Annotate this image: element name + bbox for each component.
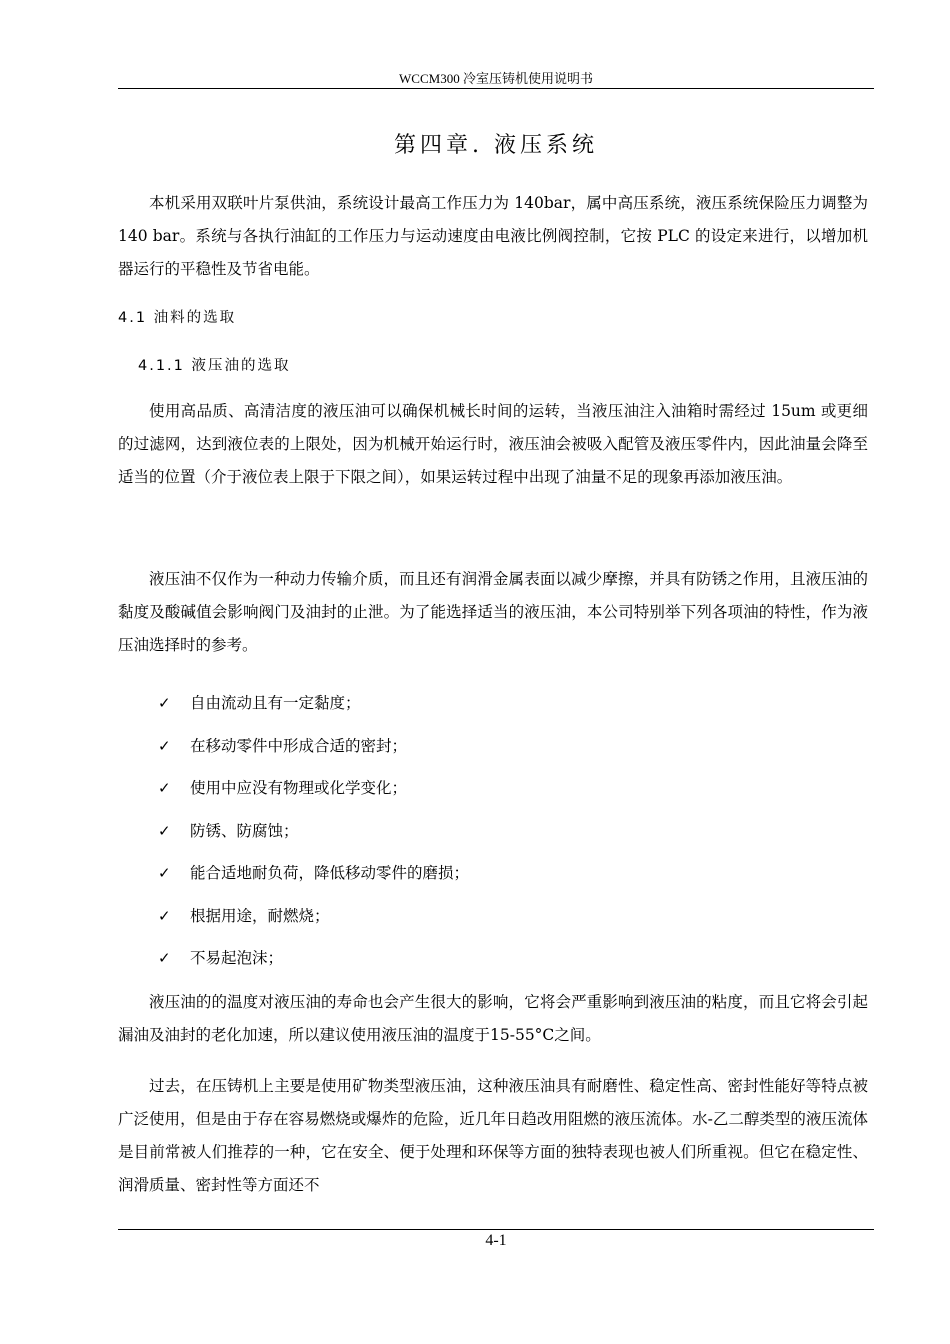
list-item (158, 943, 469, 986)
list-item-text: 根据用途，耐燃烧； (190, 906, 330, 925)
list-item-text: 防锈、防腐蚀； (190, 821, 299, 840)
list-item-text: 不易起泡沫； (190, 949, 284, 967)
list-item-text: 自由流动且有一定黏度； (190, 694, 361, 712)
checkmark-icon: ✓ (158, 949, 171, 967)
checkmark-icon: ✓ (158, 906, 171, 925)
list-item (158, 816, 469, 859)
property-checklist (158, 688, 469, 986)
list-item (158, 731, 469, 774)
body-paragraph: 液压油的的温度对液压油的寿命也会产生很大的影响，它将会严重影响到液压油的粘度，而且它将会引起漏油及油封的老化加速，所以建议使用液压油的温度于15-55°C之间。 (118, 993, 868, 1044)
checkmark-icon: ✓ (158, 864, 171, 882)
running-header: WCCM300 冷室压铸机使用说明书 (399, 71, 593, 86)
list-item (158, 901, 469, 944)
section-heading: 4.1 油料的选取 (118, 310, 237, 326)
subsection-heading: 4.1.1 液压油的选取 (138, 358, 291, 374)
body-paragraph: 过去，在压铸机上主要是使用矿物类型液压油，这种液压油具有耐磨性、稳定性高、密封性能好等特点被广泛使用，但是由于存在容易燃烧或爆炸的危险，近几年日趋改用阻燃的液压流体。水-乙二醇类型的液压流体是目前常被人们推荐的一种，它在安全、便于处理和环保等方面的独特表现也被人们所重视。但它在稳定性、润滑质量、密封性等方面还不 (118, 1077, 868, 1194)
list-item (158, 688, 469, 731)
checkmark-icon: ✓ (158, 779, 171, 797)
intro-paragraph: 本机采用双联叶片泵供油，系统设计最高工作压力为 140bar，属中高压系统，液压系统保险压力调整为 140 bar。系统与各执行油缸的工作压力与运动速度由电液比例阀控制，它按 PLC 的设定来进行，以增加机器运行的平稳性及节省电能。 (118, 194, 868, 278)
body-paragraph: 使用高品质、高清洁度的液压油可以确保机械长时间的运转，当液压油注入油箱时需经过 15um 或更细的过滤网，达到液位表的上限处，因为机械开始运行时，液压油会被吸入配管及液压零件内，因此油量会降至适当的位置（介于液位表上限于下限之间），如果运转过程中出现了油量不足的现象再添加液压油。 (118, 402, 868, 486)
footer-rule (118, 1229, 874, 1230)
list-item-text: 使用中应没有物理或化学变化； (190, 779, 408, 797)
list-item-text: 能合适地耐负荷，降低移动零件的磨损； (190, 864, 470, 882)
checkmark-icon: ✓ (158, 694, 171, 712)
checkmark-icon: ✓ (158, 821, 171, 840)
list-item-text: 在移动零件中形成合适的密封； (190, 736, 408, 755)
page-number: 4-1 (485, 1232, 507, 1249)
header-rule (118, 88, 874, 89)
chapter-title: 第四章. 液压系统 (394, 133, 598, 158)
list-item (158, 858, 469, 901)
body-paragraph: 液压油不仅作为一种动力传输介质，而且还有润滑金属表面以减少摩擦，并具有防锈之作用，且液压油的黏度及酸碱值会影响阀门及油封的止泄。为了能选择适当的液压油，本公司特别举下列各项油的特性，作为液压油选择时的参考。 (118, 570, 868, 654)
checkmark-icon: ✓ (158, 736, 171, 755)
list-item (158, 773, 469, 816)
